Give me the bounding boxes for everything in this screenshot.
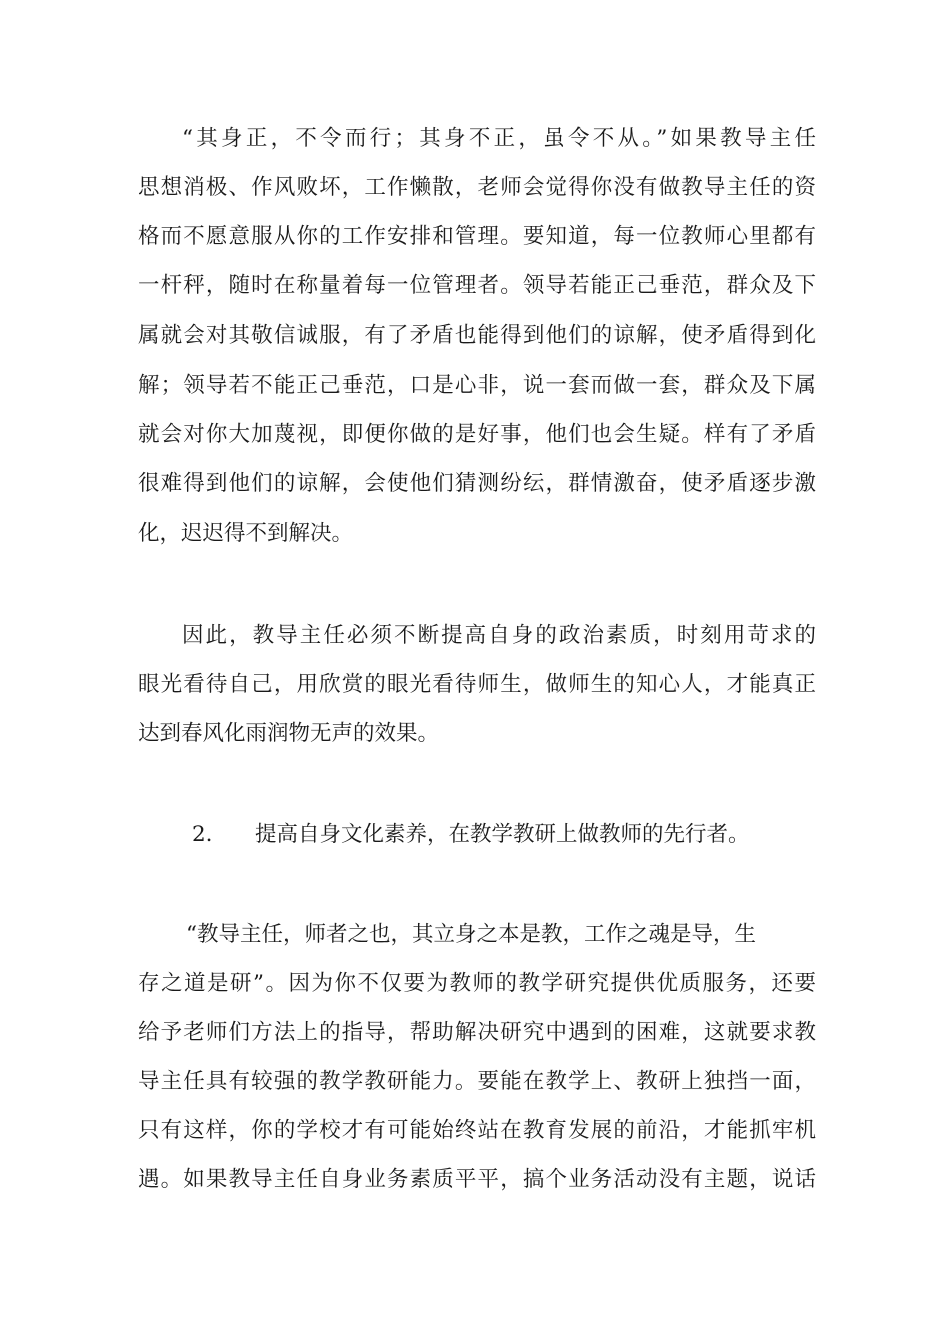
text-line: 一杆秤，随时在称量着每一位管理者。领导若能正己垂范，群众及下 [138, 273, 816, 298]
text-line: 因此，教导主任必须不断提高自身的政治素质，时刻用苛求的 [182, 623, 816, 648]
text-line: 达到春风化雨润物无声的效果。 [138, 721, 440, 746]
text-line: 只有这样，你的学校才有可能始终站在教育发展的前沿，才能抓牢机 [138, 1118, 816, 1143]
text-line: 解；领导若不能正己垂范，口是心非，说一套而做一套，群众及下属 [138, 373, 816, 398]
heading-text: 提高自身文化素养，在教学教研上做教师的先行者。 [255, 822, 750, 847]
text-line: 导主任具有较强的教学教研能力。要能在教学上、教研上独挡一面， [138, 1069, 816, 1094]
text-line: 属就会对其敬信诚服，有了矛盾也能得到他们的谅解，使矛盾得到化 [138, 323, 816, 348]
text-line: 遇。如果教导主任自身业务素质平平，搞个业务活动没有主题，说话 [138, 1167, 816, 1192]
text-line: 存之道是研”。因为你不仅要为教师的教学研究提供优质服务，还要 [138, 971, 816, 996]
heading-number: 2. [192, 822, 213, 847]
text-line: 格而不愿意服从你的工作安排和管理。要知道，每一位教师心里都有 [138, 224, 816, 249]
text-line: 很难得到他们的谅解，会使他们猜测纷纭，群情激奋，使矛盾逐步激 [138, 471, 816, 496]
text-line: 思想消极、作风败坏，工作懒散，老师会觉得你没有做教导主任的资 [138, 175, 816, 200]
text-line: “教导主任，师者之也，其立身之本是教，工作之魂是导，生 [186, 922, 756, 947]
text-line: 就会对你大加蔑视，即便你做的是好事，他们也会生疑。样有了矛盾 [138, 422, 816, 447]
text-line: 眼光看待自己，用欣赏的眼光看待师生，做师生的知心人，才能真正 [138, 672, 816, 697]
text-line: 给予老师们方法上的指导，帮助解决研究中遇到的困难，这就要求教 [138, 1020, 816, 1045]
text-line: 化，迟迟得不到解决。 [138, 521, 354, 546]
text-line: “其身正，不令而行；其身不正，虽令不从。”如果教导主任 [182, 126, 816, 151]
